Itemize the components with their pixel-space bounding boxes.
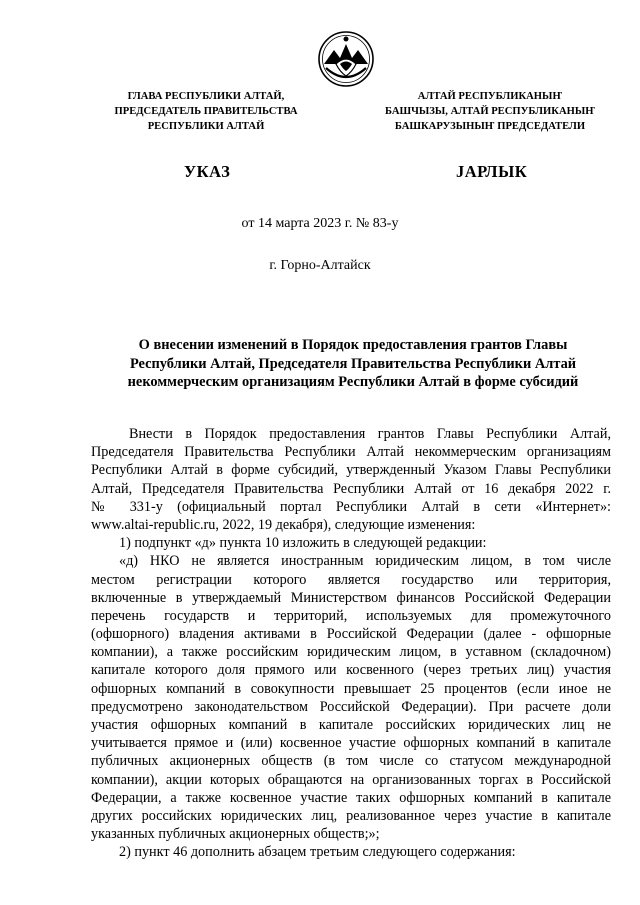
- body-line: предусмотрено законодательством Российской Федерации). При расчете доли: [91, 698, 611, 715]
- body-line: Алтай, Председателя Правительства Республики Алтай от 16 декабря 2022 г.: [91, 480, 611, 497]
- doc-type-alt: JАРЛЫК: [456, 162, 528, 181]
- body-line: компании), акции которых обращаются на организованных торгах в Российской: [91, 771, 611, 788]
- header-left: [88, 89, 324, 134]
- body-line: указанных публичных акционерных обществ;»;: [91, 826, 380, 843]
- body-line: Председателя Правительства Республики Алтай некоммерческим организациям: [91, 444, 611, 461]
- body-line: www.altai-republic.ru, 2022, 19 декабря), следующие изменения:: [91, 516, 476, 533]
- subject-line: Республики Алтай, Председателя Правительства Республики Алтай: [129, 355, 577, 372]
- decree-body: [91, 425, 611, 862]
- header-right: [370, 89, 610, 134]
- subject-line: О внесении изменений в Порядок предоставления грантов Главы: [138, 337, 568, 353]
- republic-altai-emblem-icon: [318, 28, 374, 90]
- body-line: участия офшорных компаний в капитале российских юридических лиц не: [91, 717, 611, 733]
- city-line: г. Горно-Алтайск: [269, 258, 371, 273]
- body-line: Федерации, а также косвенное участие таких офшорных компаний в капитале: [91, 789, 611, 806]
- body-line: капитале которого доля прямого или косвенного (через третьих лиц) участия: [91, 662, 611, 679]
- body-line: «д) НКО не является иностранным юридическим лицом, в том числе: [119, 553, 611, 570]
- body-line: учитывается прямое и (или) косвенное участие офшорных компаний в капитале: [91, 735, 611, 752]
- date-line: от 14 марта 2023 г. № 83-у: [241, 216, 399, 231]
- body-line: Республики Алтай в форме субсидий, утвержденный Указом Главы Республики: [91, 462, 611, 479]
- body-line: 2) пункт 46 дополнить абзацем третьим следующего содержания:: [119, 844, 516, 861]
- body-line: местом регистрации которого является государство или территория,: [91, 571, 611, 588]
- header-right-line: БАШКАРУЗЫНЫҤ ПРЕДСЕДАТЕЛИ: [394, 121, 586, 132]
- body-line: компании), а также российским юридическим лицом, в уставном (складочном): [91, 644, 611, 661]
- body-line: Внести в Порядок предоставления грантов Главы Республики Алтай,: [129, 426, 611, 442]
- header-left-line: РЕСПУБЛИКИ АЛТАЙ: [147, 121, 265, 132]
- doc-type-ru: УКАЗ: [184, 162, 231, 181]
- subject-line: некоммерческим организациям Республики Алтай в форме субсидий: [127, 374, 579, 390]
- header-left-line: ПРЕДСЕДАТЕЛЬ ПРАВИТЕЛЬСТВА: [114, 106, 298, 117]
- body-line: офшорных компаний в совокупности превышает 25 процентов (если иное не: [91, 680, 611, 697]
- body-line: перечень государств и территорий, используемых для промежуточного: [91, 607, 611, 624]
- header-left-line: ГЛАВА РЕСПУБЛИКИ АЛТАЙ,: [127, 91, 285, 102]
- body-line: включенные в утверждаемый Министерством финансов Российской Федерации: [91, 589, 611, 606]
- decree-subject: [95, 336, 611, 392]
- body-line: публичных акционерных обществ (в том числе со статусом международной: [91, 753, 611, 770]
- body-line: 1) подпункт «д» пункта 10 изложить в следующей редакции:: [119, 535, 487, 552]
- body-line: (офшорного) владения активами в Российской Федерации (далее - офшорные: [91, 626, 611, 643]
- header-right-line: АЛТАЙ РЕСПУБЛИКАНЫҤ: [417, 91, 563, 102]
- body-line: других российских юридических лиц, реализованное через участие в капитале: [91, 807, 611, 824]
- body-line: № 331-у (официальный портал Республики Алтай в сети «Интернет»:: [91, 498, 611, 515]
- header-right-line: БАШЧЫЗЫ, АЛТАЙ РЕСПУБЛИКАНЫҤ: [384, 106, 596, 117]
